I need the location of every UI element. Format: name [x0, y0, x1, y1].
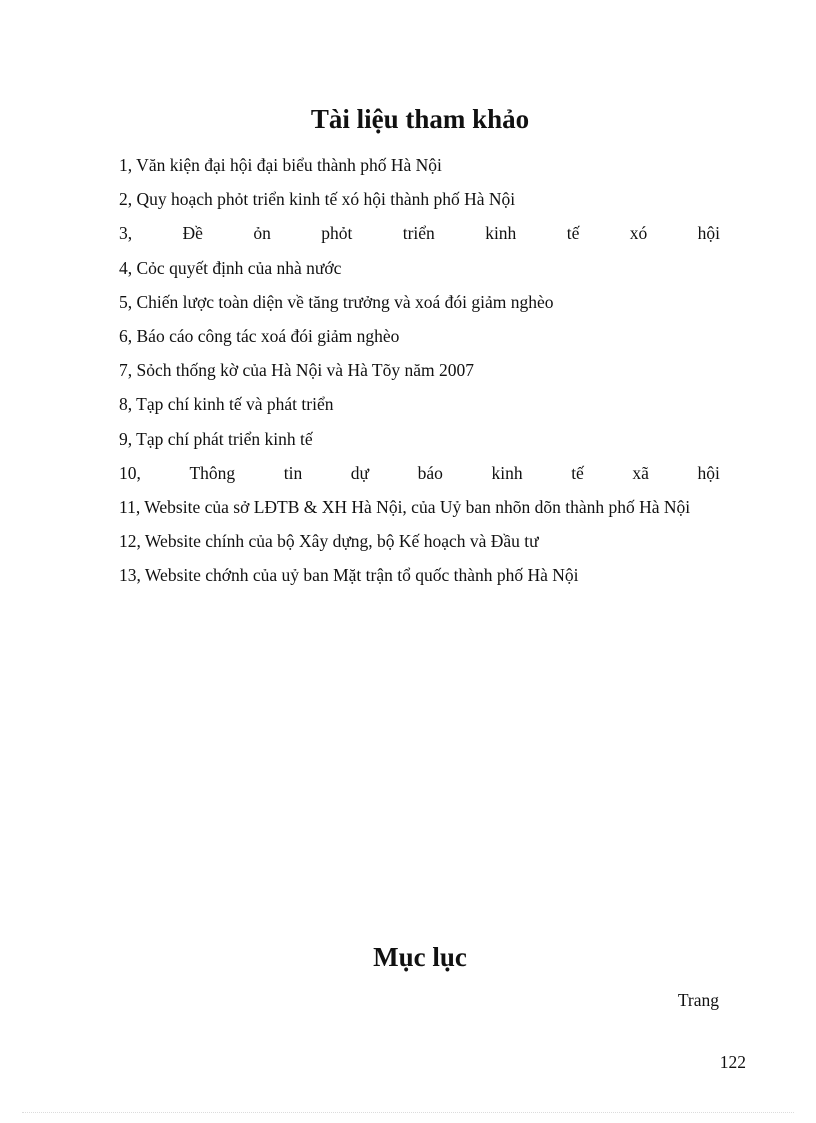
reference-word: hội: [697, 462, 720, 483]
reference-item: [119, 456, 720, 490]
reference-item: 8, Tạp chí kinh tế và phát triển: [119, 394, 334, 415]
references-list: [119, 148, 720, 592]
reference-item: 6, Báo cáo công tác xoá đói giảm nghèo: [119, 325, 400, 346]
page-bottom-border: [22, 1112, 794, 1113]
reference-word: ỏn: [253, 223, 271, 244]
reference-item: 11, Website của sở LĐTB & XH Hà Nội, của Uỷ ban nhõn dõn thành phố Hà Nội: [119, 496, 691, 517]
reference-item: 2, Quy hoạch phỏt triển kinh tế xó hội thành phố Hà Nội: [119, 189, 516, 210]
reference-item: 12, Website chính của bộ Xây dựng, bộ Kế hoạch và Đầu tư: [119, 531, 539, 552]
reference-word: kinh: [491, 462, 523, 483]
reference-word: báo: [417, 462, 443, 483]
reference-word: xã: [632, 462, 649, 483]
reference-word: tế: [566, 223, 580, 244]
reference-word: kinh: [485, 223, 517, 244]
page-number: 122: [719, 1052, 746, 1072]
reference-item: 1, Văn kiện đại hội đại biểu thành phố Hà Nội: [119, 155, 442, 175]
reference-word: tế: [571, 462, 584, 483]
toc-title: Mục lục: [373, 942, 467, 972]
reference-word: xó: [629, 223, 648, 244]
reference-item: [119, 216, 720, 250]
reference-item: 7, Sỏch thống kờ của Hà Nội và Hà Tõy năm 2007: [119, 360, 474, 381]
reference-word: Thông: [189, 462, 236, 483]
reference-word: dự: [350, 462, 370, 483]
reference-word: 3,: [119, 223, 133, 244]
reference-word: Đề: [182, 223, 203, 244]
reference-item: 9, Tạp chí phát triển kinh tế: [119, 428, 313, 449]
reference-word: triển: [402, 223, 435, 244]
reference-item: 5, Chiến lược toàn diện về tăng trưởng và xoá đói giảm nghèo: [119, 291, 554, 312]
reference-item: 13, Website chớnh của uỷ ban Mặt trận tổ quốc thành phố Hà Nội: [119, 565, 579, 586]
reference-item: 4, Cỏc quyết định của nhà nước: [119, 257, 342, 278]
reference-word: 10,: [119, 462, 141, 483]
reference-word: hội: [697, 223, 720, 244]
reference-word: phỏt: [321, 223, 353, 244]
toc-page-column-label: Trang: [677, 990, 719, 1010]
reference-word: tin: [283, 462, 303, 483]
references-title: Tài liệu tham khảo: [310, 104, 530, 134]
